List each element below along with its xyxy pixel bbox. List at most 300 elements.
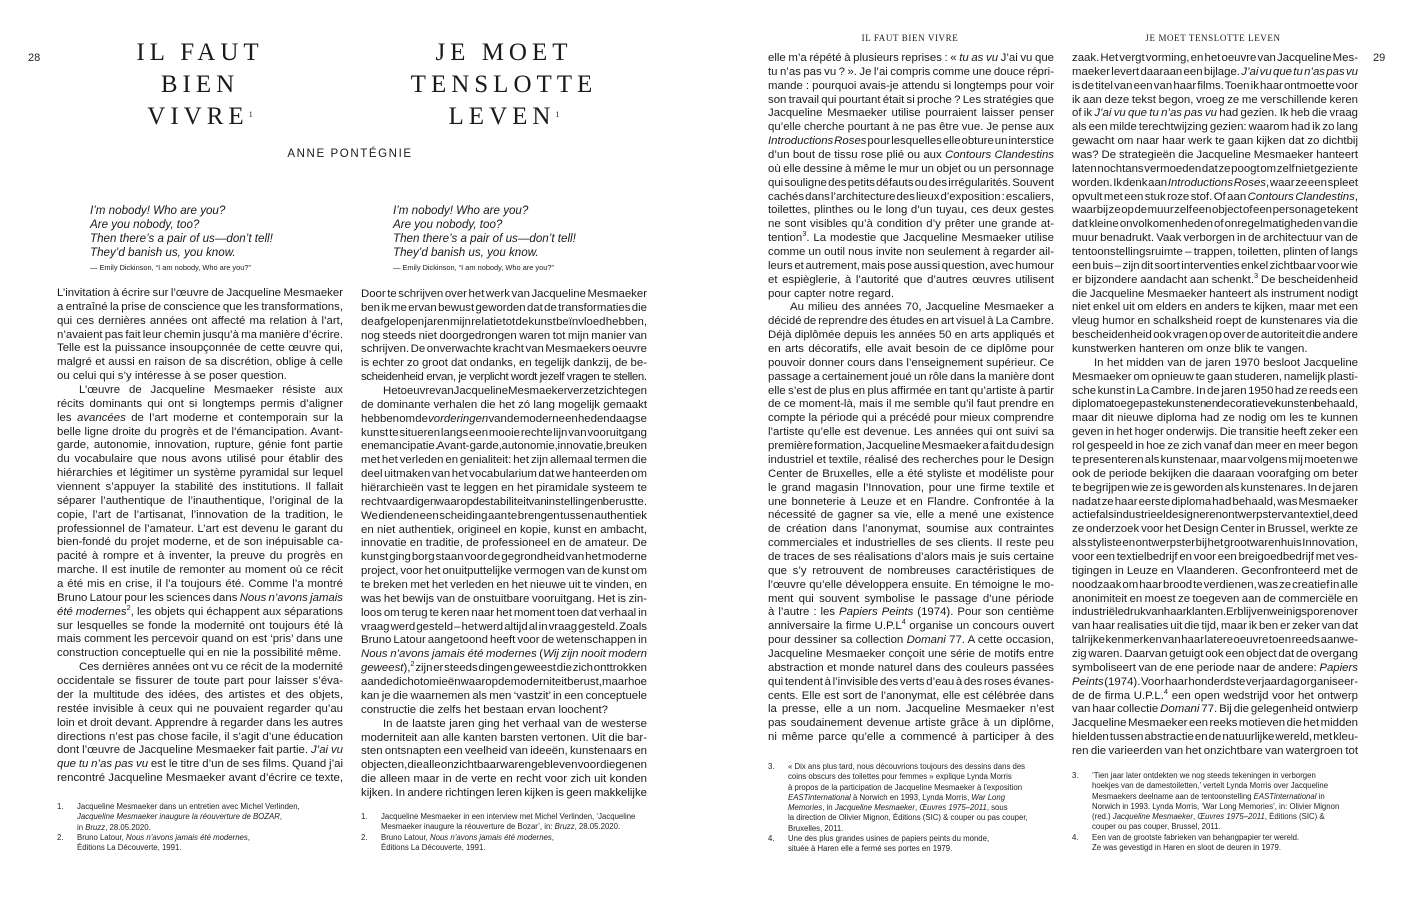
line-content	[1072, 315, 1358, 329]
line-content	[768, 690, 1054, 704]
text-run: , Éditions (SIC) &	[1264, 812, 1325, 822]
text-run: Jacqueline Mesmaeker dans un entretien avec Michel Verlinden,	[77, 802, 300, 811]
epigraph-attribution: — Emily Dickinson, “I am nobody, Who are you?”	[90, 263, 251, 272]
text-line	[1072, 260, 1358, 274]
line-content	[57, 495, 343, 509]
epigraph-line: I’m nobody! Who are you?	[90, 204, 226, 217]
footnotes-dutch-left	[361, 812, 635, 853]
line-content	[768, 52, 1054, 66]
line-content	[1072, 191, 1358, 205]
line-content	[361, 537, 647, 551]
text-line	[1072, 385, 1358, 399]
text-run: vraag werd gesteld – het werd altijd al in vraag gesteld. Zoals	[361, 620, 647, 633]
text-run: Een van de grootste fabrieken van behangpapier ter wereld.	[1092, 832, 1300, 842]
paragraph	[361, 288, 647, 385]
text-line	[57, 772, 343, 786]
line-content	[768, 204, 1054, 218]
line-content	[1072, 565, 1358, 579]
italic-run: Introductions Roses	[1167, 176, 1266, 189]
text-line	[768, 218, 1054, 232]
italic-run: tu as vu	[959, 52, 999, 64]
page-number-left: 28	[28, 52, 41, 64]
footnote	[768, 834, 1028, 855]
text-line	[768, 177, 1054, 191]
text-line	[1072, 163, 1358, 177]
line-content	[57, 647, 341, 661]
text-line	[57, 481, 343, 495]
text-run: te presenteren als kunstenaar, maar volgens mij moeten we	[1072, 453, 1358, 466]
text-line	[1072, 204, 1358, 218]
line-content	[383, 385, 647, 399]
text-line	[361, 621, 647, 635]
line-content	[768, 260, 1054, 274]
text-run: kunst te situeren langs een mooie rechte lijn van vooruitgang	[361, 426, 647, 439]
text-line	[361, 468, 647, 482]
text-line	[1072, 412, 1358, 426]
text-run: ne sont visibles qu’à condition d’y prêter une grande at-	[768, 218, 1054, 231]
text-line	[57, 467, 343, 481]
italic-run: que tu n’as pas vu	[57, 758, 149, 771]
text-run: elle m’a répété à plusieurs reprises : «	[768, 52, 960, 64]
text-run: Telle est la puissance insoupçonnée de cette œuvre qui,	[57, 342, 343, 355]
text-run: schrijven. De onverwachte kracht van Mesmaekers oeuvre	[361, 343, 647, 356]
text-run: ‘Tien jaar later ontdekten we nog steeds tekeningen in verborgen	[1092, 771, 1316, 780]
title-dutch	[354, 37, 654, 133]
italic-run: Nous n’avons jamais été modernes	[361, 648, 537, 661]
italic-run: Introductions Roses	[768, 135, 867, 148]
text-line	[57, 731, 343, 745]
line-content	[768, 717, 1054, 731]
text-run: ment qui souvent symbolise le passage d’une période	[768, 592, 1054, 605]
line-content	[361, 773, 647, 787]
line-content	[790, 301, 1054, 315]
line-content	[361, 496, 647, 510]
text-line	[1072, 357, 1358, 371]
text-line	[1072, 301, 1358, 315]
line-content	[1072, 440, 1358, 454]
text-run: We dienden een scheiding aan te brengen tussen authentiek	[361, 509, 647, 522]
text-run: couper ou pas couper, Brussel, 2011.	[1092, 822, 1221, 832]
text-line	[361, 648, 647, 662]
footnote-line	[381, 822, 635, 832]
text-run: ,	[915, 803, 920, 813]
footnote-number: 4.	[768, 834, 775, 844]
text-run: had gezien. Ik heb die vraag	[1216, 107, 1358, 120]
line-content	[361, 510, 647, 524]
text-line	[361, 773, 647, 787]
text-line	[57, 633, 343, 647]
running-head-dutch: JE MOET TENSLOTTE LEVEN	[1145, 33, 1281, 43]
text-line	[768, 107, 1054, 121]
line-content	[768, 191, 1054, 205]
line-content	[1072, 703, 1358, 717]
footnote	[57, 833, 300, 854]
text-line	[1072, 371, 1358, 385]
line-content	[768, 454, 1054, 468]
footnote-line	[381, 812, 635, 822]
text-line	[1072, 565, 1358, 579]
text-run: passage a certainement joué un rôle dans la manière dont	[768, 370, 1054, 383]
footnote-line	[1092, 792, 1339, 802]
text-line	[361, 357, 647, 371]
title-line: JE MOET	[435, 39, 573, 66]
text-line	[361, 593, 647, 607]
text-run: (red.)	[1092, 812, 1113, 822]
text-line	[768, 523, 1054, 537]
text-run: die Jacqueline Mesmaeker hanteert als instrument nodigt	[1072, 287, 1358, 300]
text-run: constructie die zelfs het bestaan ervan loochent?	[361, 703, 608, 716]
text-run: qu’elle cherche pourtant à ne pas être vue. Je pense aux	[768, 121, 1054, 134]
text-run: et espièglerie, à l’autorité que d’autres œuvres utilisent	[768, 273, 1054, 286]
text-run: copie, l’art de l’artisanat, l’innovation de la tradition, le	[57, 508, 343, 521]
text-run: Norwich in 1993. Lynda Morris, ‘War Long Memories’, in: Olivier Mignon	[1092, 801, 1340, 811]
paragraph	[57, 661, 343, 786]
italic-run: EASTinternational	[788, 792, 851, 802]
line-content	[768, 731, 1054, 745]
text-line	[1072, 454, 1358, 468]
text-run: 77. A cette occasion,	[945, 634, 1054, 647]
italic-run: J’ai vu que tu n’as pas vu	[1094, 107, 1217, 120]
text-run: zaak. Het vergt vorming, en het oeuvre van Jacqueline Mes-	[1072, 52, 1358, 64]
text-line	[768, 371, 1054, 385]
text-line	[768, 191, 1054, 205]
line-content	[1072, 717, 1358, 731]
text-line	[768, 717, 1054, 731]
text-line	[768, 662, 1054, 676]
text-line	[768, 482, 1054, 496]
line-content	[768, 606, 1054, 620]
text-line	[57, 675, 343, 689]
line-content	[768, 135, 1054, 149]
text-line	[361, 579, 647, 593]
text-line	[768, 398, 1054, 412]
text-run: loos om terug te keren naar het moment toen dat verhaal in	[361, 606, 647, 619]
text-line	[361, 704, 647, 718]
text-line	[768, 565, 1054, 579]
text-line	[768, 135, 1054, 149]
line-content	[57, 467, 343, 481]
text-line	[57, 329, 343, 343]
text-run: leurs et autrement, mais pose aussi question, avec humour	[768, 259, 1054, 272]
line-content	[768, 468, 1054, 482]
footnote	[361, 833, 635, 854]
text-line	[1072, 315, 1358, 329]
text-run: is de titel van een van haar films. Toen ik haar ontmoette voor	[1072, 79, 1358, 92]
text-line	[1072, 482, 1358, 496]
text-run: ),	[403, 662, 411, 675]
italic-run: Domani	[906, 634, 946, 647]
text-run: a été mis en crise, il l’a toujours été. Comme l’a montré	[57, 578, 343, 591]
text-run: Bruxelles, 2011.	[788, 823, 844, 833]
paragraph	[768, 52, 1054, 301]
text-run: rol gespeeld in hoe ze zich vanaf dan meer en meer begon	[1072, 440, 1358, 453]
line-content	[1072, 686, 1358, 704]
line-content	[1072, 80, 1358, 94]
text-run: in	[1316, 791, 1325, 801]
line-content	[1072, 385, 1358, 399]
text-run: construction conceptuelle qui en nie la possibilité même.	[57, 647, 342, 660]
text-line	[57, 578, 343, 592]
text-line	[768, 94, 1054, 108]
text-run: opvult met een stuk roze stof. Of aan	[1072, 190, 1248, 203]
text-run: Mesmaeker om opnieuw te gaan studeren, namelijk plasti-	[1072, 370, 1358, 383]
text-run: pour lesquelles elle obture un interstice	[866, 135, 1054, 148]
line-content	[79, 661, 343, 675]
text-run: was het bewijs van de onstuitbare vooruitgang. Het is zin-	[361, 592, 647, 605]
text-line	[57, 620, 343, 634]
line-content	[57, 758, 343, 772]
text-line	[57, 301, 343, 315]
text-run: is echter zo groot dat ondanks, en tegelijk dankzij, de be-	[361, 357, 647, 370]
text-line	[1072, 662, 1358, 676]
line-content	[768, 121, 1054, 135]
body-column-french-right	[768, 52, 1054, 745]
line-content	[361, 745, 647, 759]
footnote-line	[77, 823, 300, 833]
text-run: marche. Il est inutile de remonter au moment où ce récit	[57, 564, 343, 577]
footnote	[1072, 771, 1339, 833]
text-run: Mesmaeker inaugure la réouverture de Bozar’, in:	[381, 822, 555, 832]
text-line	[1072, 717, 1358, 731]
text-run: du vocabulaire que nous avons utilisé pour établir des	[57, 453, 343, 466]
line-content	[361, 690, 647, 704]
text-run: Mesmaekers deelname aan de tentoonstelling	[1092, 791, 1254, 801]
text-run: ook de periode bekijken die daaraan voorafging om beter	[1072, 467, 1358, 480]
text-run: , 28.05.2020.	[574, 822, 621, 832]
text-line	[57, 661, 343, 675]
text-line	[1072, 218, 1358, 232]
text-line	[361, 454, 647, 468]
text-run: een open wedstrijd voor het ontwerp	[1168, 689, 1358, 702]
italic-run: geweest	[361, 662, 404, 675]
text-run: project, voor het onuitputtelijke vermogen van de kunst om	[361, 565, 647, 578]
line-content	[768, 177, 1054, 191]
italic-run: été modernes	[57, 605, 127, 618]
line-content	[768, 149, 1054, 163]
text-line	[361, 718, 647, 732]
text-line	[361, 496, 647, 510]
line-content	[1072, 288, 1358, 302]
text-run: rechtvaardigen waarop de stabiliteit van instellingen berustte.	[361, 495, 647, 508]
text-run: ze onderzoek voor het Design Center in Brussel, werkte ze	[1072, 523, 1358, 536]
line-content	[1072, 509, 1358, 523]
text-line	[768, 579, 1054, 593]
line-content	[1072, 107, 1358, 121]
line-content	[1072, 218, 1358, 232]
text-run: en niet authentiek, origineel en kopie, kunst en ambacht,	[361, 523, 647, 536]
line-content	[768, 163, 1054, 177]
text-line	[1072, 703, 1358, 717]
text-line	[57, 384, 343, 398]
text-line	[768, 703, 1054, 717]
text-run: n’avaient pas fait leur chemin jusqu’à ma manière d’écrire.	[57, 328, 343, 341]
footnote-number: 3.	[768, 762, 775, 771]
text-line	[768, 121, 1054, 135]
line-content	[361, 704, 608, 718]
line-content	[768, 288, 894, 302]
text-line	[57, 564, 343, 578]
line-content	[57, 592, 343, 606]
italic-run: Papiers	[1319, 661, 1358, 674]
text-line	[1072, 329, 1358, 343]
line-content	[1072, 731, 1358, 745]
line-content	[1072, 676, 1358, 690]
text-run: d’un bout de tissu rose plié ou aux	[768, 149, 945, 162]
text-run: laten nochtans vermoeden dat ze poogt om zelf niet gezien te	[1072, 162, 1358, 175]
line-content	[57, 602, 343, 620]
line-content	[768, 66, 1054, 80]
text-line	[768, 676, 1054, 690]
text-line	[768, 229, 1054, 246]
line-content	[1072, 537, 1358, 551]
text-line	[768, 301, 1054, 315]
text-line	[768, 617, 1054, 634]
footnote-number: 4.	[1072, 832, 1079, 842]
line-content	[57, 426, 343, 440]
text-run: kunst ging borg staan voor de gegrondheid van het moderne	[361, 551, 647, 564]
footnote-ref: 3	[802, 229, 807, 239]
text-run: la direction de Olivier Mignon, Éditions (SIC) & couper ou pas couper,	[788, 813, 1028, 823]
line-content	[768, 80, 1054, 94]
epigraph-dutch	[393, 204, 576, 275]
page-number-right: 29	[1373, 52, 1386, 64]
text-run: nécessité de gagner sa vie, elle a mené une existence	[768, 509, 1054, 522]
paragraph	[57, 287, 343, 384]
line-content	[1072, 496, 1358, 510]
text-run: hielden tussen abstractie en de natuurlijke wereld, met kleu-	[1072, 731, 1358, 744]
text-line	[1072, 731, 1358, 745]
text-run: en emancipatie. Avant-garde, autonomie, innovatie, breuken	[361, 440, 647, 453]
line-content	[57, 356, 343, 370]
text-line	[768, 246, 1054, 260]
text-line	[57, 509, 343, 523]
title-line: TENSLOTTE	[410, 71, 598, 98]
text-run: gewacht om naar haar werk te gaan kijken dat zo dichtbij	[1072, 135, 1358, 148]
line-content	[768, 509, 1054, 523]
footnote-ref: 2	[410, 659, 415, 669]
text-run: directions n’est pas chose facile, il s’agit d’une éducation	[57, 730, 343, 743]
footnote-line	[788, 793, 1028, 803]
text-run: ,	[247, 832, 250, 842]
text-run: bescheidenheid ook vragen op over de autoriteit die andere	[1072, 329, 1358, 342]
line-content	[768, 579, 1054, 593]
line-content	[768, 343, 1054, 357]
text-line	[361, 759, 647, 773]
text-run: où elle dessine à même le mur un objet ou un personnage	[768, 162, 1054, 175]
text-run: hiérarchies et légitimer un système pyramidal sur lequel	[57, 467, 343, 480]
line-content	[361, 565, 647, 579]
text-line	[768, 496, 1054, 510]
italic-run: Nous n’avons jamais	[239, 591, 343, 604]
text-line	[57, 439, 343, 453]
footnote-number: 2.	[57, 832, 64, 842]
text-run: (1974). Voor haar honderdste verjaardag organiseer-	[1103, 675, 1358, 688]
line-content	[57, 633, 343, 647]
text-run: Au milieu des années 70, Jacqueline Mesmaeker a	[790, 301, 1054, 314]
line-content	[361, 524, 647, 538]
line-content	[57, 329, 343, 343]
footnote-line	[788, 762, 1028, 772]
paragraph	[1072, 357, 1358, 759]
italic-run: J’ai vu	[310, 744, 343, 757]
line-content	[361, 302, 647, 316]
text-line	[768, 634, 1054, 648]
text-line	[1072, 426, 1358, 440]
text-line	[1072, 52, 1358, 66]
line-content	[361, 343, 647, 357]
text-line	[768, 690, 1054, 704]
line-content	[361, 787, 647, 801]
footnote-number: 2.	[361, 832, 368, 842]
footnote-line	[1092, 771, 1339, 781]
text-line	[361, 524, 647, 538]
text-line	[768, 537, 1054, 551]
text-line	[768, 357, 1054, 371]
text-run: Ze was gevestigd in Haren en sloot de deuren in 1979.	[1092, 843, 1281, 853]
text-line	[57, 453, 343, 467]
text-line	[768, 343, 1054, 357]
text-line	[57, 315, 343, 329]
line-content	[57, 370, 287, 384]
text-run: en arts décoratifs, elle avait besoin de ce diplôme pour	[768, 343, 1054, 356]
text-run: tu n’as pas vu ? ». Je l’ai compris comme une douce répri-	[768, 65, 1054, 78]
text-line	[768, 593, 1054, 607]
line-content	[768, 634, 1054, 648]
line-content	[1072, 523, 1358, 537]
text-line	[1072, 107, 1358, 121]
text-run: première formation, Jacqueline Mesmaeker a fait du design	[768, 440, 1054, 453]
italic-run: War Long	[971, 792, 1006, 802]
footnote-line	[77, 812, 300, 822]
footnote-line	[788, 844, 1028, 854]
text-line	[1072, 537, 1358, 551]
text-run: Bruno Latour,	[381, 832, 430, 842]
line-content	[361, 427, 647, 441]
text-run: occidentale se fissurer de toute part pour laisser s’éva-	[57, 675, 343, 688]
text-run: de de firma U.P.L.	[1072, 689, 1164, 702]
text-run: mais comment les percevoir quand on est ‘pris’ dans une	[57, 633, 343, 646]
line-content	[1072, 412, 1358, 426]
title-french	[50, 37, 350, 133]
text-run: talrijke kenmerken van haar latere oeuvre toen reeds aanwe-	[1072, 634, 1358, 647]
text-run: kijken. In andere richtingen leren kijken is geen makkelijke	[361, 786, 647, 799]
footnote-ref: 4	[1163, 686, 1169, 696]
footnotes-french-left	[57, 802, 300, 853]
text-run: la presse, elle a un nom. Jacqueline Mesmaeker n’est	[768, 703, 1054, 716]
text-run: dont l’œuvre de Jacqueline Mesmaeker fait partie.	[57, 744, 311, 757]
text-run: à Norwich en 1993, Lynda Morris,	[850, 792, 972, 802]
text-run: (1974). Pour son centième	[913, 606, 1054, 619]
text-line	[361, 607, 647, 621]
text-run: Het oeuvre van Jacqueline Mesmaeker verzet zich tegen	[383, 385, 647, 398]
text-run: tigingen in Leuze en Vlaanderen. Geconfronteerd met de	[1072, 564, 1358, 577]
text-line	[57, 592, 343, 606]
footnote-line	[788, 772, 1028, 782]
text-run: garde, autonomie, innovation, rupture, génie font partie	[57, 439, 343, 452]
line-content	[1072, 177, 1358, 191]
text-run: compte la période qui a précédé pour mieux comprendre	[768, 412, 1054, 425]
text-run: l’œuvre qu’elle développera ensuite. En témoigne le mo-	[768, 578, 1054, 591]
text-run: est le titre d’un de ses films. Quand j’ai	[148, 758, 343, 771]
text-run: industriel et textile, réalisé des recherches pour le Design	[768, 453, 1054, 466]
text-run: voor een textielbedrijf en voor een breigoedbedrijf met ves-	[1072, 550, 1358, 563]
text-run: Jacqueline Mesmaeker conçoit une série de motifs entre	[768, 647, 1054, 660]
text-run: pas soudainement devenue artiste grâce à un diplôme,	[768, 717, 1054, 730]
text-line	[361, 371, 647, 385]
title-note-ref: 1	[555, 110, 560, 119]
line-content	[57, 398, 343, 412]
text-line	[768, 454, 1054, 468]
